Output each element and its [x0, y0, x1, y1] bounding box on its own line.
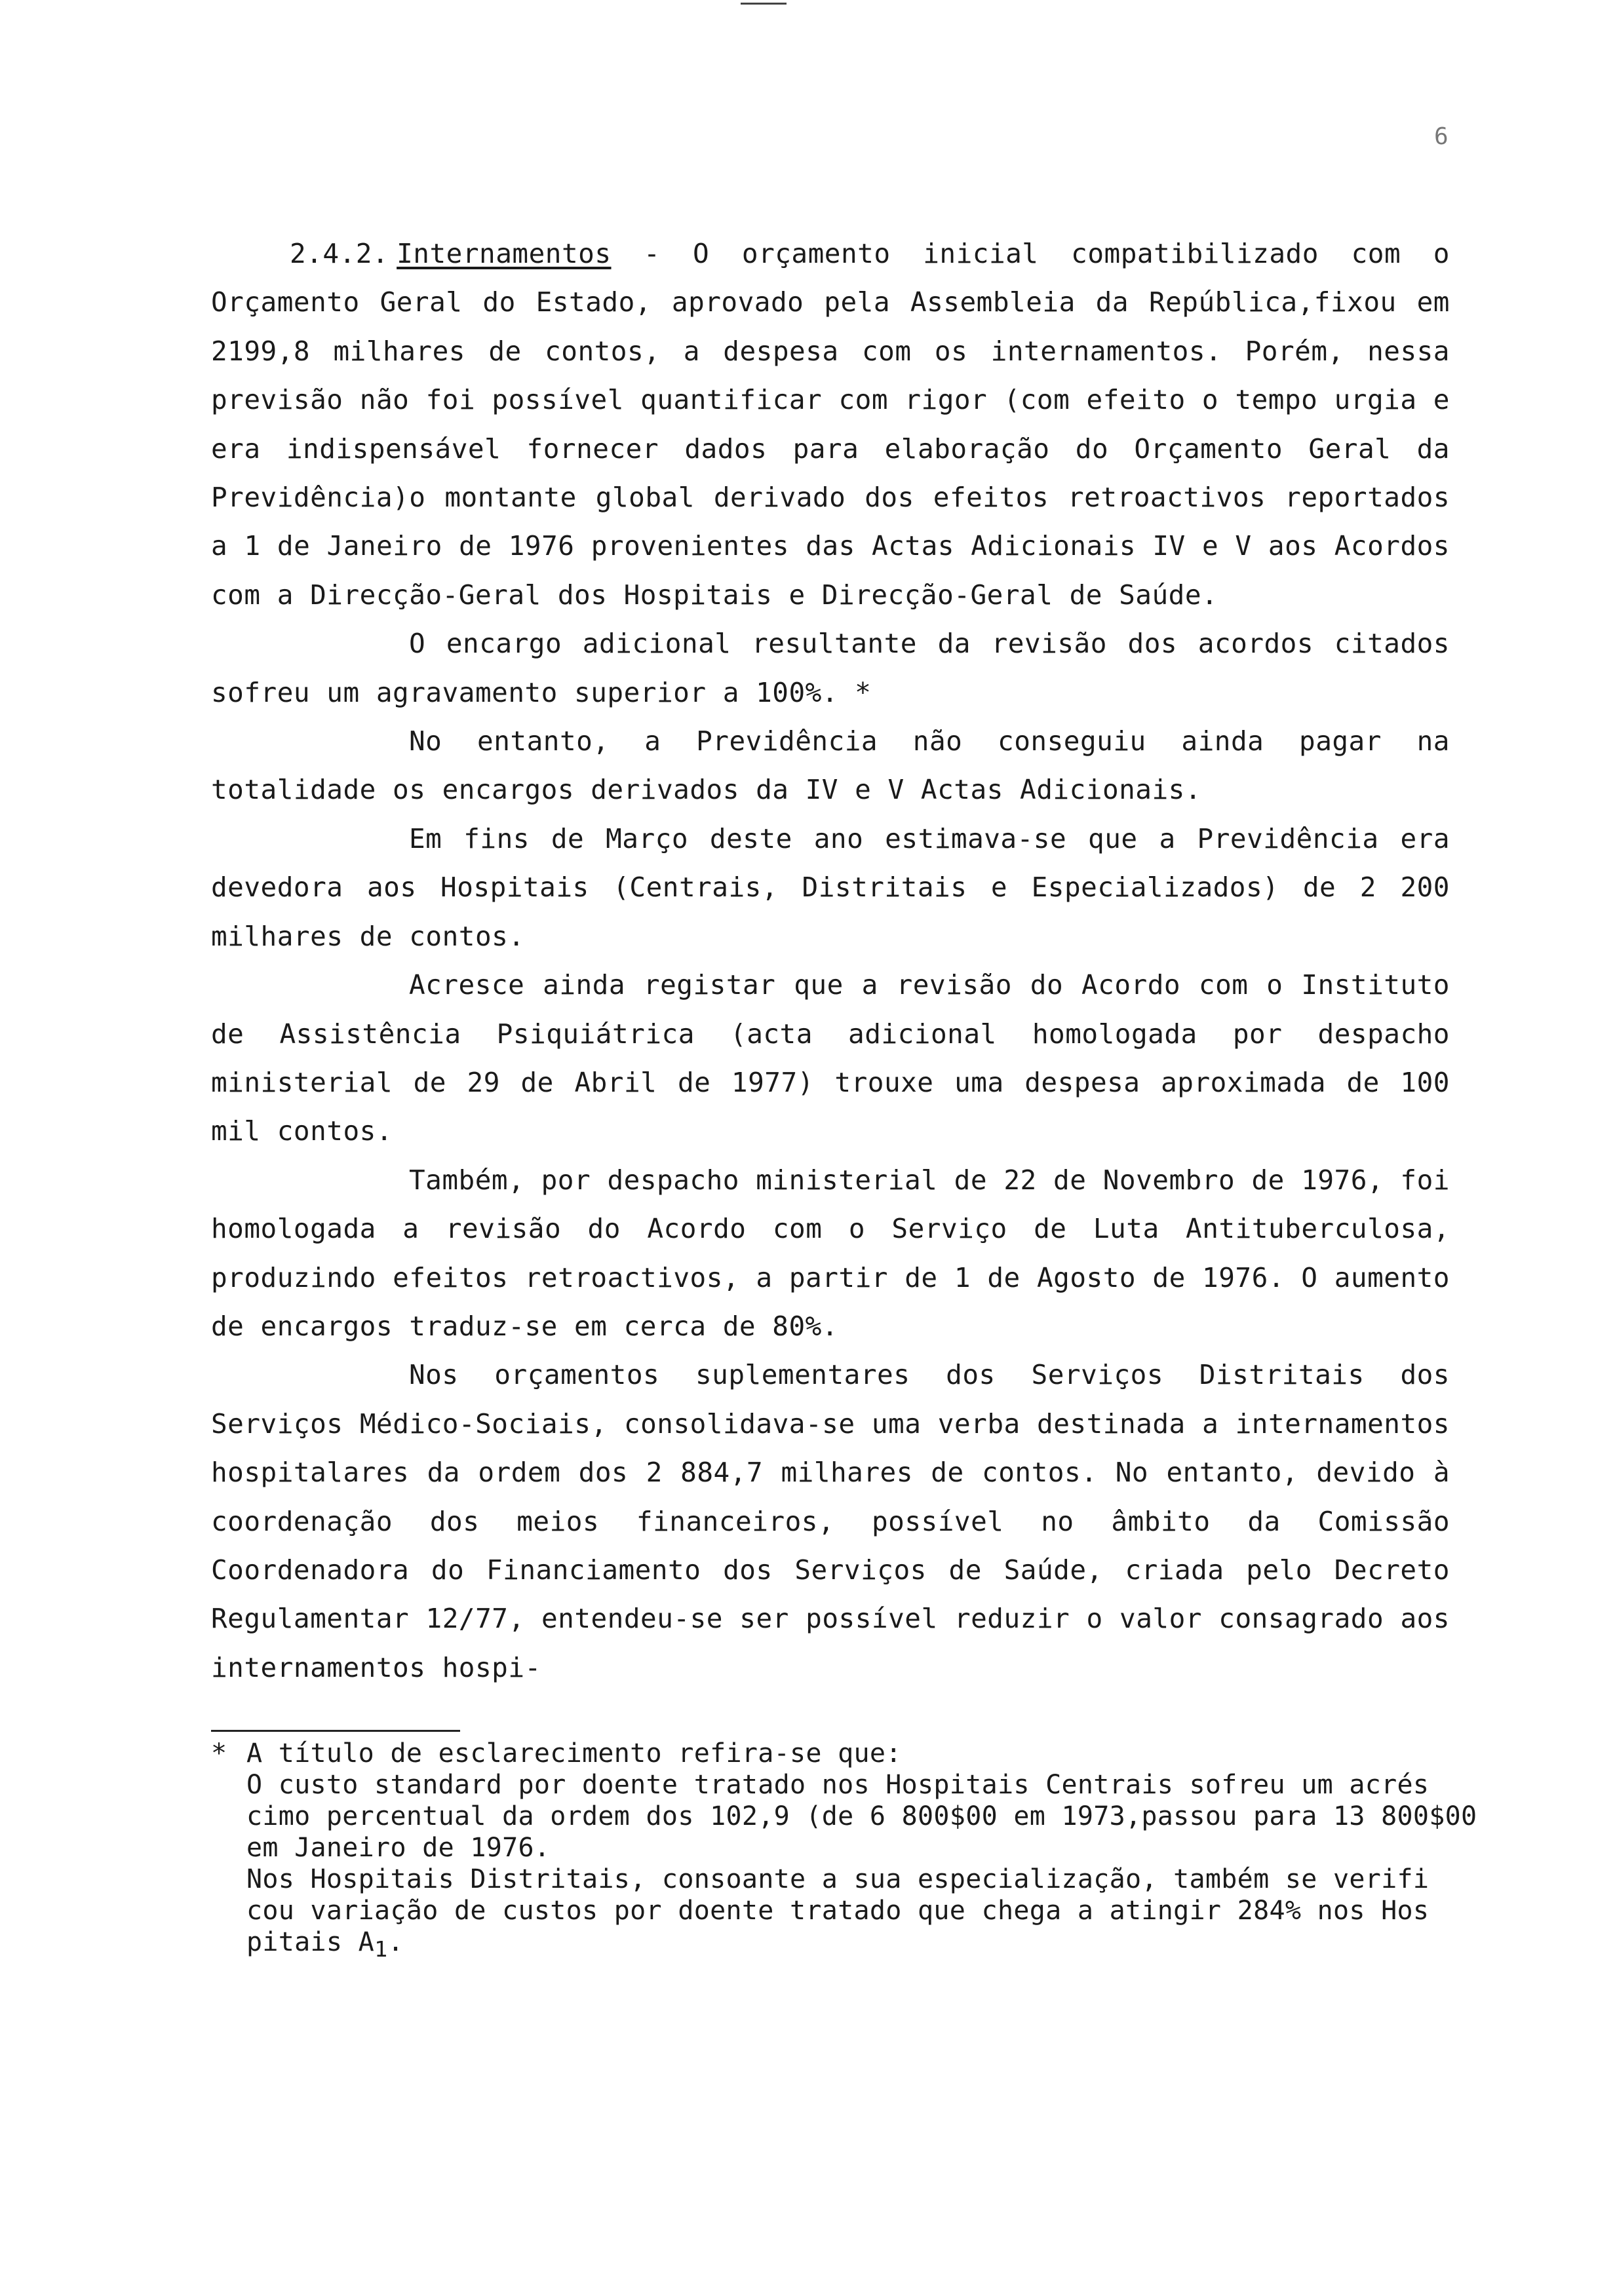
- paragraph-5: Acresce ainda registar que a revisão do Acordo com o Instituto de Assistência Psiquiátrica (acta adicional homologada por despacho ministerial de 29 de Abril de 1977) trouxe uma despesa aproximada de 100 mil contos.: [211, 969, 1450, 1147]
- footnote-line: O custo standard por doente tratado nos Hospitais Centrais sofreu um acrés: [246, 1770, 1430, 1800]
- paragraph-3: No entanto, a Previdência não conseguiu ainda pagar na totalidade os encargos derivados da IV e V Actas Adicionais.: [211, 725, 1450, 806]
- paragraph-4: Em fins de Março deste ano estimava-se que a Previdência era devedora aos Hospitais (Centrais, Distritais e Especializados) de 2 200 milhares de contos.: [211, 822, 1450, 952]
- footnote-text: pitais A: [246, 1927, 375, 1957]
- footnote-intro-line: [211, 1738, 1515, 1769]
- footnote-line-last: [246, 1926, 1515, 1965]
- footnote-rule: [211, 1730, 460, 1732]
- footnote-marker: *: [211, 1738, 227, 1769]
- footnote-subscript: 1: [374, 1936, 388, 1962]
- body-text: [211, 229, 1450, 1692]
- footnote-period: .: [387, 1927, 404, 1957]
- scan-mark: [741, 3, 787, 5]
- section-title: Internamentos: [397, 238, 612, 269]
- footnote: [211, 1738, 1515, 1965]
- paragraph-1: [211, 229, 1450, 619]
- section-number: 2.4.2.: [290, 238, 389, 269]
- paragraph-7: Nos orçamentos suplementares dos Serviços Distritais dos Serviços Médico-Sociais, consolidava-se uma verba destinada a internamentos hospitalares da ordem dos 2 884,7 milhares de contos. No entanto, devido à coordenação dos meios financeiros, possível no âmbito da Comissão Coordenadora do Financiamento dos Serviços de Saúde, criada pelo Decreto Regulamentar 12/77, entendeu-se ser possível reduzir o valor consagrado aos internamentos hospi-: [211, 1359, 1450, 1683]
- paragraph-1-text: - O orçamento inicial compatibilizado com o Orçamento Geral do Estado, aprovado pela Assembleia da República,fixou em 2199,8 milhares de contos, a despesa com os internamentos. Porém, nessa previsão não foi possível quantificar com rigor (com efeito o tempo urgia e era indispensável fornecer dados para elaboração do Orçamento Geral da Previdência)o montante global derivado dos efeitos retroactivos reportados a 1 de Janeiro de 1976 provenientes das Actas Adicionais IV e V aos Acordos com a Direcção-Geral dos Hospitais e Direcção-Geral de Saúde.: [211, 238, 1450, 611]
- footnote-line: em Janeiro de 1976.: [246, 1833, 551, 1863]
- paragraph-2: O encargo adicional resultante da revisão dos acordos citados sofreu um agravamento superior a 100%. *: [211, 628, 1450, 708]
- page-number: 6: [1434, 123, 1449, 150]
- footnote-intro: A título de esclarecimento refira-se que:: [246, 1738, 902, 1769]
- footnote-line: cimo percentual da ordem dos 102,9 (de 6 800$00 em 1973,passou para 13 800$00: [246, 1801, 1477, 1831]
- footnote-body: [211, 1769, 1515, 1965]
- footnote-line: Nos Hospitais Distritais, consoante a sua especialização, também se verifi: [246, 1864, 1430, 1894]
- paragraph-6: Também, por despacho ministerial de 22 de Novembro de 1976, foi homologada a revisão do Acordo com o Serviço de Luta Antituberculosa, produzindo efeitos retroactivos, a partir de 1 de Agosto de 1976. O aumento de encargos traduz-se em cerca de 80%.: [211, 1164, 1450, 1342]
- footnote-line: cou variação de custos por doente tratado que chega a atingir 284% nos Hos: [246, 1896, 1430, 1926]
